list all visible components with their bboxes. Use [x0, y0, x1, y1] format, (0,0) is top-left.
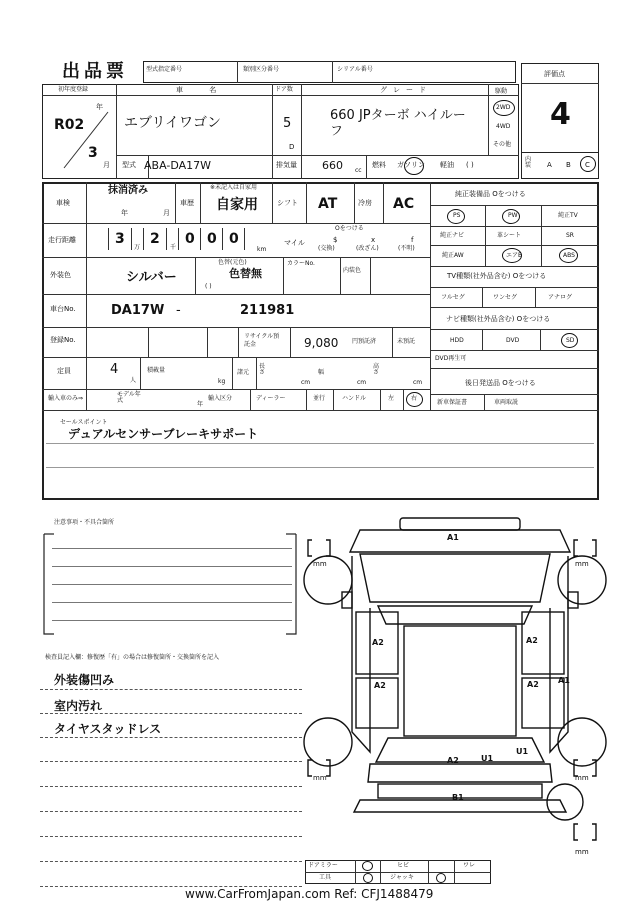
navi-sd-circle	[561, 333, 578, 348]
navi-title: ナビ種類(社外品含む) Oをつける	[446, 315, 551, 323]
recycle-unpaid: 未預託	[397, 338, 416, 345]
history-note: ※未記入は自家用	[210, 184, 258, 191]
mileage-man: 万	[134, 244, 141, 251]
drive-2wd: 2WD	[496, 104, 511, 111]
diagram-label-a2-left-front: A2	[372, 638, 384, 647]
recycle-unit: 円預託済	[352, 338, 377, 345]
mm-front-left: mm	[313, 560, 327, 568]
diagram-label-a1-right: A1	[558, 676, 570, 685]
page-title: 出品票	[62, 61, 128, 82]
registration-label: 登録No.	[50, 336, 76, 344]
reg-year: R02	[54, 117, 85, 133]
type-value: ABA-DA17W	[144, 159, 211, 172]
recycle-value: 9,080	[304, 336, 339, 350]
grade-label: グレード	[380, 86, 432, 94]
diagram-label-u1-right: U1	[516, 747, 529, 756]
inspection-value: 抹消済み	[108, 185, 148, 196]
shift-value: AT	[318, 196, 338, 212]
equip-pw: PW	[508, 212, 518, 219]
diagram-label-u1-rear: U1	[481, 754, 494, 763]
model-year-label: モデル年式	[117, 391, 141, 404]
width-label: 幅	[318, 369, 325, 376]
load-label: 積載量	[147, 367, 166, 374]
color-change-label: 色替(元色)	[218, 259, 247, 266]
chassis-label: 車台No.	[50, 305, 76, 313]
capacity-value: 4	[110, 362, 119, 377]
header-code-box	[143, 61, 516, 83]
capacity-label: 定員	[57, 367, 71, 375]
fuel-paren: ( )	[466, 161, 474, 169]
ac-value: AC	[393, 196, 415, 212]
legend-mirror: ドアミラー	[308, 862, 338, 869]
mileage-digit-5: 0	[229, 231, 239, 247]
mileage-km: km	[257, 246, 267, 253]
width-unit: cm	[357, 379, 367, 386]
color-no-label: カラーNo.	[287, 260, 315, 267]
aftermarket-warranty: 新車保証書	[437, 399, 468, 406]
diagram-label-b1: B1	[452, 793, 464, 802]
navi-hdd: HDD	[450, 337, 464, 344]
diagram-label-a1-front: A1	[447, 533, 459, 542]
category-label: 類別区分番号	[243, 66, 280, 73]
model-year-suffix: 年	[197, 401, 204, 408]
displacement-label: 排気量	[276, 161, 297, 169]
equip-abs-circle	[559, 248, 578, 263]
inspection-month: 月	[163, 209, 170, 217]
interior-label: 内装	[525, 156, 532, 169]
mm-spare: mm	[575, 848, 589, 856]
inspection-label: 車検	[56, 199, 70, 207]
interior-c: C	[585, 161, 590, 169]
height-label: 高さ	[373, 363, 380, 376]
legend-jack: ジャッキ	[390, 874, 414, 881]
import-parallel: 並行	[313, 395, 326, 402]
size-label: 諸元	[237, 369, 250, 376]
color-change-value: 色替無	[229, 267, 262, 280]
ac-label: 冷房	[358, 199, 372, 207]
equip-pw-circle	[502, 209, 520, 224]
mileage-opt1: $	[333, 236, 338, 244]
car-name-label: 車 名	[176, 86, 229, 94]
fuel-circle	[404, 157, 424, 175]
equip-aw: 純正AW	[442, 252, 464, 259]
car-name: エブリイワゴン	[124, 115, 222, 131]
type-label: 型式	[122, 161, 136, 169]
color-change-paren: ( )	[205, 283, 212, 290]
chassis-value-2: 211981	[240, 303, 295, 318]
legend-mirror-circle	[362, 861, 373, 871]
handle-right: 右	[411, 395, 418, 402]
import-type-label: 輸入区分	[208, 395, 233, 402]
equip-leather: 革シート	[497, 232, 522, 239]
mileage-opt2-sub: (改ざん)	[356, 245, 379, 252]
model-code-label: 型式指定番号	[146, 66, 183, 73]
length-label: 長さ	[259, 363, 266, 376]
handle-label: ハンドル	[342, 395, 367, 402]
mm-rear-right: mm	[575, 774, 589, 782]
month-suffix: 月	[103, 161, 110, 169]
equip-navi: 純正ナビ	[440, 232, 465, 239]
notes-title: 注意事項・不具合箇所	[54, 519, 115, 526]
displacement-value: 660	[322, 159, 343, 172]
tv-fullseg: フルセグ	[441, 294, 465, 301]
history-value: 自家用	[216, 197, 258, 213]
aftermarket-manual: 車両取説	[494, 399, 519, 406]
mileage-digit-1: 3	[115, 231, 125, 247]
sales-text: デュアルセンサーブレーキサポート	[68, 427, 259, 441]
shift-label: シフト	[277, 199, 298, 207]
mileage-label: 走行距離	[48, 236, 76, 244]
equip-airbag: エアB	[506, 252, 523, 259]
length-unit: cm	[301, 379, 311, 386]
navi-sd: SD	[566, 337, 575, 344]
doors-value: 5	[283, 116, 292, 131]
footer-reference: www.CarFromJapan.com Ref: CFJ1488479	[185, 887, 434, 901]
handle-left: 左	[388, 395, 395, 402]
grade-value: 660 JPターボ ハイルーフ	[330, 108, 466, 139]
mileage-digit-2: 2	[150, 231, 160, 247]
legend-tools: 工具	[319, 874, 332, 881]
mileage-digit-3: 0	[185, 231, 195, 247]
equip-tv: 純正TV	[558, 212, 578, 219]
navi-dvd-play: DVD再生可	[435, 355, 467, 362]
first-reg-label: 初年度登録	[58, 86, 89, 93]
note-item-1: 外装傷凹み	[54, 673, 115, 687]
equipment-title: 純正装備品 Oをつける	[455, 190, 526, 198]
diagram-label-a2-rear: A2	[447, 756, 459, 765]
diagram-label-a2-right-rear: A2	[527, 680, 539, 689]
inspector-note: 検査員記入欄：修復歴「有」の場合は修復箇所・交換箇所を記入	[45, 654, 220, 661]
mileage-digit-4: 0	[207, 231, 217, 247]
import-dealer: ディーラー	[256, 395, 286, 402]
note-item-2: 室内汚れ	[54, 699, 103, 713]
import-label: 輸入車のみ⇒	[48, 395, 84, 402]
legend-broken: ワレ	[463, 862, 476, 869]
sales-label: セールスポイント	[60, 419, 108, 426]
chassis-dash: -	[176, 303, 181, 318]
mileage-opt3: f	[411, 236, 414, 244]
interior-b: B	[566, 161, 571, 169]
mileage-sen: 千	[170, 244, 177, 251]
legend-crack: ヒビ	[397, 862, 410, 869]
mileage-note: Oをつける	[335, 225, 364, 232]
year-suffix: 年	[96, 103, 103, 111]
history-label: 車歴	[180, 199, 194, 207]
fuel-gasoline: ガソリン	[397, 161, 425, 169]
mileage-opt1-sub: (交換)	[318, 245, 335, 252]
color-label: 外装色	[50, 271, 71, 279]
chassis-value-1: DA17W	[111, 303, 165, 318]
mm-rear-left: mm	[313, 774, 327, 782]
cc-unit: cc	[355, 167, 362, 174]
equip-abs: ABS	[563, 252, 575, 259]
serial-label: シリアル番号	[337, 66, 373, 73]
score-label: 評価点	[544, 70, 565, 78]
equip-sr: SR	[566, 232, 574, 239]
mm-front-right: mm	[575, 560, 589, 568]
inspection-year: 年	[121, 209, 128, 217]
tv-oneseg: ワンセグ	[493, 294, 518, 301]
tv-analog: アナログ	[548, 294, 573, 301]
reg-month: 3	[88, 145, 98, 161]
diagram-label-a2-left-rear: A2	[374, 681, 386, 690]
door-suffix: D	[289, 143, 295, 151]
diagram-label-a2-right-front: A2	[526, 636, 538, 645]
equip-airbag-circle	[502, 248, 522, 263]
drive-2wd-circle	[493, 100, 515, 116]
score-value: 4	[550, 97, 571, 132]
interior-c-circle	[580, 156, 596, 172]
drive-other: その他	[493, 141, 512, 148]
note-item-3: タイヤスタッドレス	[54, 722, 162, 736]
drive-4wd: 4WD	[496, 123, 511, 130]
height-unit: cm	[413, 379, 423, 386]
handle-right-circle	[406, 392, 423, 407]
legend-tools-circle	[363, 873, 373, 883]
tv-title: TV種類(社外品含む) Oをつける	[447, 272, 547, 280]
recycle-label: リサイクル預託金	[244, 333, 280, 348]
mileage-mile: マイル	[284, 239, 305, 247]
load-unit: kg	[218, 378, 226, 385]
aftermarket-title: 後日発送品 Oをつける	[465, 379, 536, 387]
fuel-diesel: 軽油	[440, 161, 454, 169]
legend-jack-circle	[436, 873, 446, 883]
capacity-unit: 人	[130, 377, 137, 384]
drive-label: 駆動	[495, 88, 508, 95]
interior-a: A	[547, 161, 552, 169]
equip-ps-circle	[447, 209, 465, 224]
doors-label: ドア数	[275, 86, 293, 93]
mileage-opt3-sub: (不明)	[398, 245, 415, 252]
mileage-opt2: x	[371, 236, 376, 244]
interior-color-label: 内装色	[343, 267, 362, 274]
navi-dvd: DVD	[506, 337, 520, 344]
fuel-label: 燃料	[372, 161, 386, 169]
color-value: シルバー	[126, 270, 177, 285]
equip-ps: PS	[453, 212, 461, 219]
